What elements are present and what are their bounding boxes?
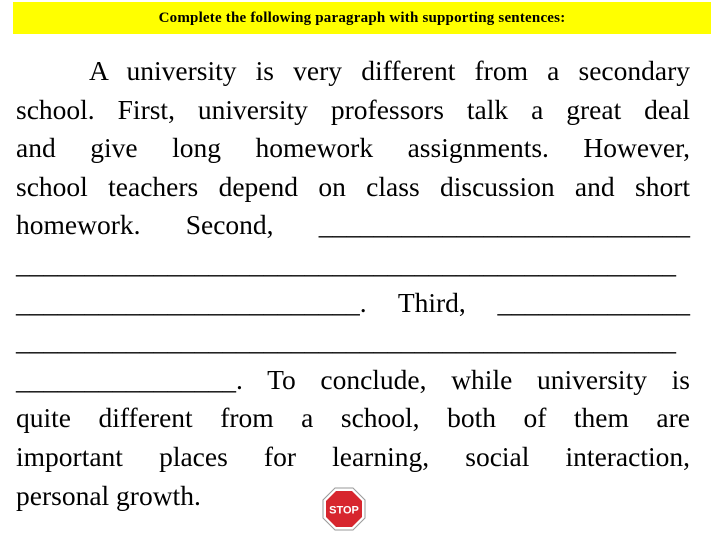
paragraph-line: important places for learning, social interaction, [16, 440, 690, 472]
instruction-banner [13, 2, 711, 34]
paragraph-blank-line: ________________________________________________ [16, 325, 676, 357]
stop-sign-label: STOP [329, 504, 359, 517]
paragraph [16, 52, 690, 515]
paragraph-line: quite different from a school, both of them are [16, 402, 690, 434]
paragraph-line: homework. Second, ___________________________ [16, 209, 690, 241]
paragraph-line: school. First, university professors talk a great deal [16, 93, 690, 125]
stop-sign-icon [322, 487, 366, 531]
instruction-text: Complete the following paragraph with supporting sentences: [158, 9, 566, 26]
paragraph-line: _________________________. Third, ______________ [16, 286, 690, 318]
paragraph-line: ________________. To conclude, while university is [16, 363, 690, 395]
paragraph-line: school teachers depend on class discussion and short [16, 170, 690, 202]
paragraph-line: A university is very different from a secondary [89, 55, 690, 86]
paragraph-line: personal growth. [16, 479, 201, 511]
paragraph-blank-line: ________________________________________________ [16, 247, 676, 279]
paragraph-line: and give long homework assignments. However, [16, 132, 690, 164]
